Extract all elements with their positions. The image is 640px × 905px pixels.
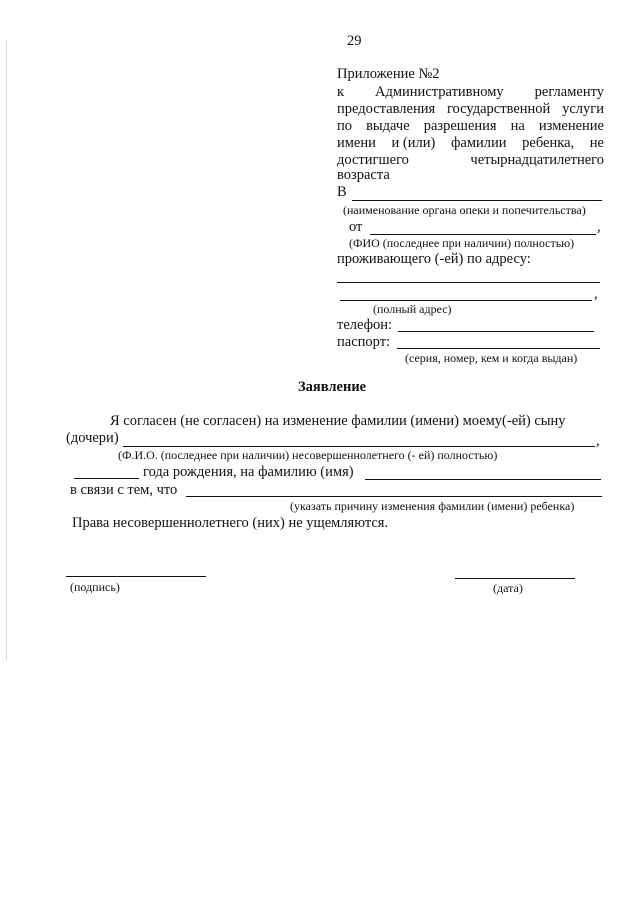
address-field-line-2[interactable]: [340, 300, 592, 301]
from-prefix: от: [349, 219, 363, 235]
to-prefix: В: [337, 184, 347, 200]
authority-field-line[interactable]: [352, 200, 602, 201]
signature-label: (подпись): [70, 580, 120, 594]
appendix-line-6: возраста: [337, 167, 390, 183]
appendix-word: ребенка,: [522, 135, 575, 151]
address-comma: ,: [594, 286, 598, 302]
appendix-word: разрешения: [423, 118, 497, 134]
applicant-name-field-line[interactable]: [370, 234, 596, 235]
appendix-word: Административному: [375, 84, 504, 100]
passport-label: паспорт:: [337, 334, 391, 350]
statement-title: Заявление: [298, 379, 367, 395]
child-comma: ,: [596, 433, 600, 449]
new-surname-field-line[interactable]: [365, 479, 601, 480]
appendix-word: и (или): [391, 135, 436, 151]
appendix-line-1: [337, 84, 604, 100]
from-comma: ,: [597, 219, 601, 235]
phone-label: телефон:: [337, 317, 393, 333]
child-name-field-line[interactable]: [123, 446, 595, 447]
appendix-word: изменение: [538, 118, 604, 134]
appendix-word: на: [510, 118, 525, 134]
appendix-word: услуги: [562, 101, 604, 117]
date-field-line[interactable]: [455, 578, 575, 579]
birth-text: года рождения, на фамилию (имя): [143, 464, 354, 480]
applicant-name-caption: (ФИО (последнее при наличии) полностью): [349, 236, 575, 250]
address-field-line-1[interactable]: [337, 282, 600, 283]
appendix-word: имени: [337, 135, 376, 151]
statement-dochery: (дочери): [66, 430, 119, 446]
address-label: проживающего (-ей) по адресу:: [337, 251, 531, 267]
appendix-line-3: [337, 118, 604, 134]
appendix-word: к: [337, 84, 345, 100]
appendix-line-5: [337, 152, 604, 168]
rights-text: Права несовершеннолетнего (них) не ущемляются.: [72, 515, 389, 531]
appendix-word: фамилии: [451, 135, 507, 151]
passport-caption: (серия, номер, кем и когда выдан): [405, 351, 578, 365]
reason-prefix: в связи с тем, что: [70, 482, 178, 498]
address-caption: (полный адрес): [373, 302, 452, 316]
reason-caption: (указать причину изменения фамилии (имени) ребенка): [290, 499, 575, 513]
appendix-word: государственной: [446, 101, 551, 117]
child-name-caption: (Ф.И.О. (последнее при наличии) несовершеннолетнего (- ей) полностью): [118, 448, 498, 462]
birth-year-field-line[interactable]: [74, 478, 139, 479]
appendix-line-2: [337, 101, 604, 117]
appendix-word: выдаче: [366, 118, 410, 134]
appendix-word: не: [589, 135, 604, 151]
passport-field-line[interactable]: [397, 348, 600, 349]
statement-line-1: Я согласен (не согласен) на изменение фамилии (имени) моему(-ей) сыну: [110, 413, 566, 429]
appendix-word: четырнадцатилетнего: [470, 152, 604, 168]
appendix-word: достигшего: [337, 152, 409, 168]
signature-field-line[interactable]: [66, 576, 206, 577]
phone-field-line[interactable]: [398, 331, 594, 332]
date-label: (дата): [493, 581, 523, 595]
appendix-word: по: [337, 118, 353, 134]
authority-caption: (наименование органа опеки и попечительства): [343, 203, 586, 217]
appendix-line-4: [337, 135, 604, 151]
appendix-word: регламенту: [534, 84, 604, 100]
scan-edge: [6, 40, 7, 660]
appendix-title: Приложение №2: [337, 66, 440, 82]
page-number: 29: [347, 33, 362, 49]
reason-field-line[interactable]: [186, 496, 602, 497]
appendix-word: предоставления: [337, 101, 436, 117]
